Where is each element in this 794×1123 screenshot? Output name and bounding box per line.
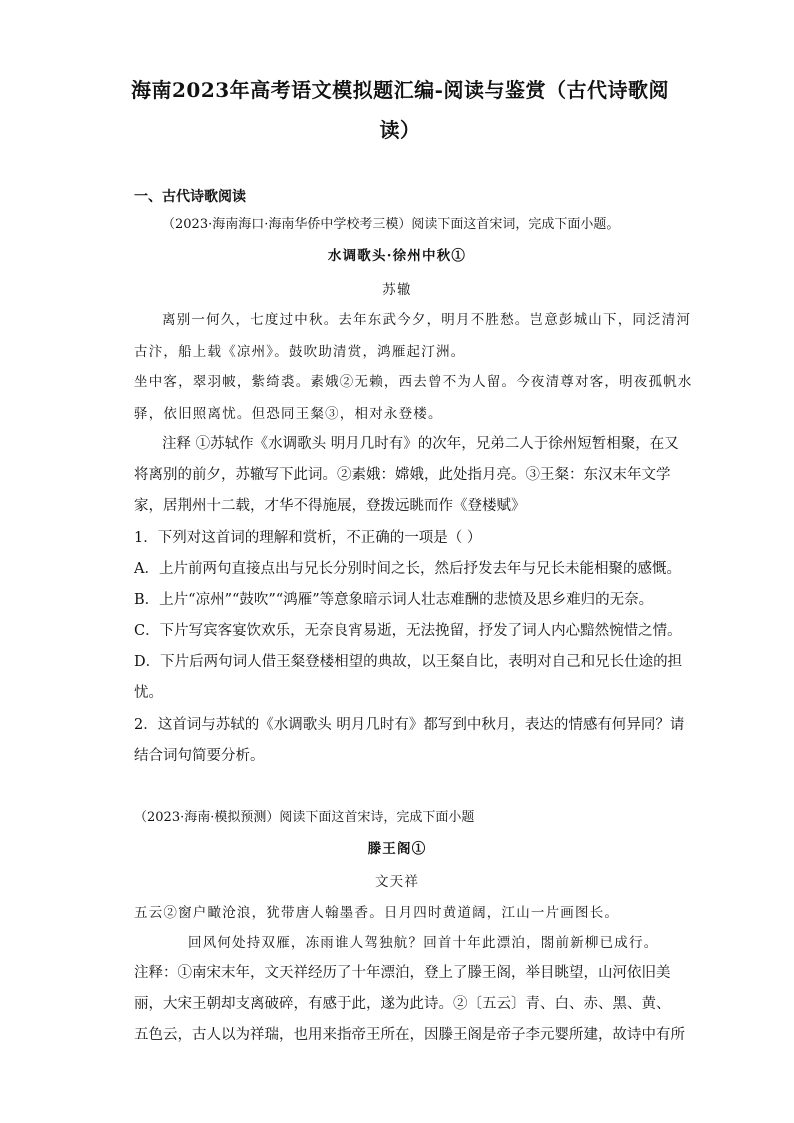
passage2-notes-line: 丽，大宋王朝却支离破碎，有感于此，遂为此诗。②〔五云〕青、白、赤、黑、黄、 bbox=[134, 996, 671, 1012]
passage1-notes-line: 家，居荆州十二载，才华不得施展，登拨远眺而作《登楼赋》 bbox=[134, 498, 526, 514]
passage1-poem-title: 水调歌头·徐州中秋① bbox=[327, 248, 467, 264]
passage2-author: 文天祥 bbox=[374, 874, 420, 890]
passage2-intro: （2023·海南·模拟预测）阅读下面这首宋诗，完成下面小题 bbox=[134, 810, 475, 825]
passage2-poem-line: 回风何处持双雁，冻雨谁人驾独航？回首十年此漂泊，閤前新柳已成行。 bbox=[188, 935, 659, 951]
passage2-poem-title: 滕王阁① bbox=[367, 841, 427, 857]
passage2-notes-line: 注释：①南宋末年，文天祥经历了十年漂泊，登上了滕王阁，举目眺望，山河依旧美 bbox=[134, 965, 671, 981]
passage1-notes-line: 注释 ①苏轼作《水调歌头 明月几时有》的次年，兄弟二人于徐州短暂相聚，在又 bbox=[162, 436, 679, 452]
question-2-line: 结合词句简要分析。 bbox=[134, 748, 265, 764]
question-2-line: 2．这首词与苏轼的《水调歌头 明月几时有》都写到中秋月，表达的情感有何异同？请 bbox=[134, 717, 685, 733]
option-c: C．下片写宾客宴饮欢乐，无奈良宵易逝，无法挽留，抒发了词人内心黯然惋惜之情。 bbox=[134, 623, 682, 639]
passage1-poem-line: 坐中客，翠羽帔，紫绮裘。素娥②无赖，西去曾不为人留。今夜清尊对客，明夜孤帆水 bbox=[134, 374, 693, 390]
passage1-notes-line: 将离别的前夕，苏辙写下此词。②素娥：嫦娥，此处指月亮。③王粲：东汉末年文学 bbox=[134, 467, 671, 483]
document-title bbox=[120, 70, 680, 150]
passage2-notes-line: 五色云，古人以为祥瑞，也用来指帝王所在，因滕王阁是帝子李元婴所建，故诗中有所 bbox=[134, 1027, 685, 1043]
option-a: A．上片前两句直接点出与兄长分别时间之长，然后抒发去年与兄长未能相聚的感慨。 bbox=[134, 561, 681, 577]
passage1-poem-line: 古汴，船上载《凉州》。鼓吹助清赏，鸿雁起汀洲。 bbox=[134, 344, 466, 360]
section-heading: 一、古代诗歌阅读 bbox=[134, 189, 246, 205]
option-d-continued: 忧。 bbox=[134, 685, 163, 701]
passage2-poem-line: 五云②窗户瞰沧浪，犹带唐人翰墨香。日月四时黄道阔，江山一片画图长。 bbox=[134, 905, 620, 921]
passage1-intro: （2023·海南海口·海南华侨中学校考三模）阅读下面这首宋词，完成下面小题。 bbox=[162, 217, 620, 232]
option-d: D．下片后两句词人借王粲登楼相望的典故，以王粲自比，表明对自己和兄长仕途的担 bbox=[134, 654, 683, 670]
option-b: B．上片“凉州”“鼓吹”“鸿雁”等意象暗示词人壮志难酬的悲愤及思乡难归的无奈。 bbox=[134, 592, 654, 608]
question-1: 1．下列对这首词的理解和赏析，不正确的一项是（ ） bbox=[134, 530, 482, 546]
passage1-poem-line: 驿，依旧照离忧。但恐同王粲③，相对永登楼。 bbox=[134, 406, 443, 422]
title-line-2: 读） bbox=[379, 118, 421, 142]
passage1-author: 苏辙 bbox=[382, 282, 412, 298]
title-line-1: 海南2023年高考语文模拟题汇编-阅读与鉴赏（古代诗歌阅 bbox=[131, 78, 669, 102]
passage1-poem-line: 离别一何久，七度过中秋。去年东武今夕，明月不胜愁。岂意彭城山下，同泛清河 bbox=[162, 312, 692, 328]
